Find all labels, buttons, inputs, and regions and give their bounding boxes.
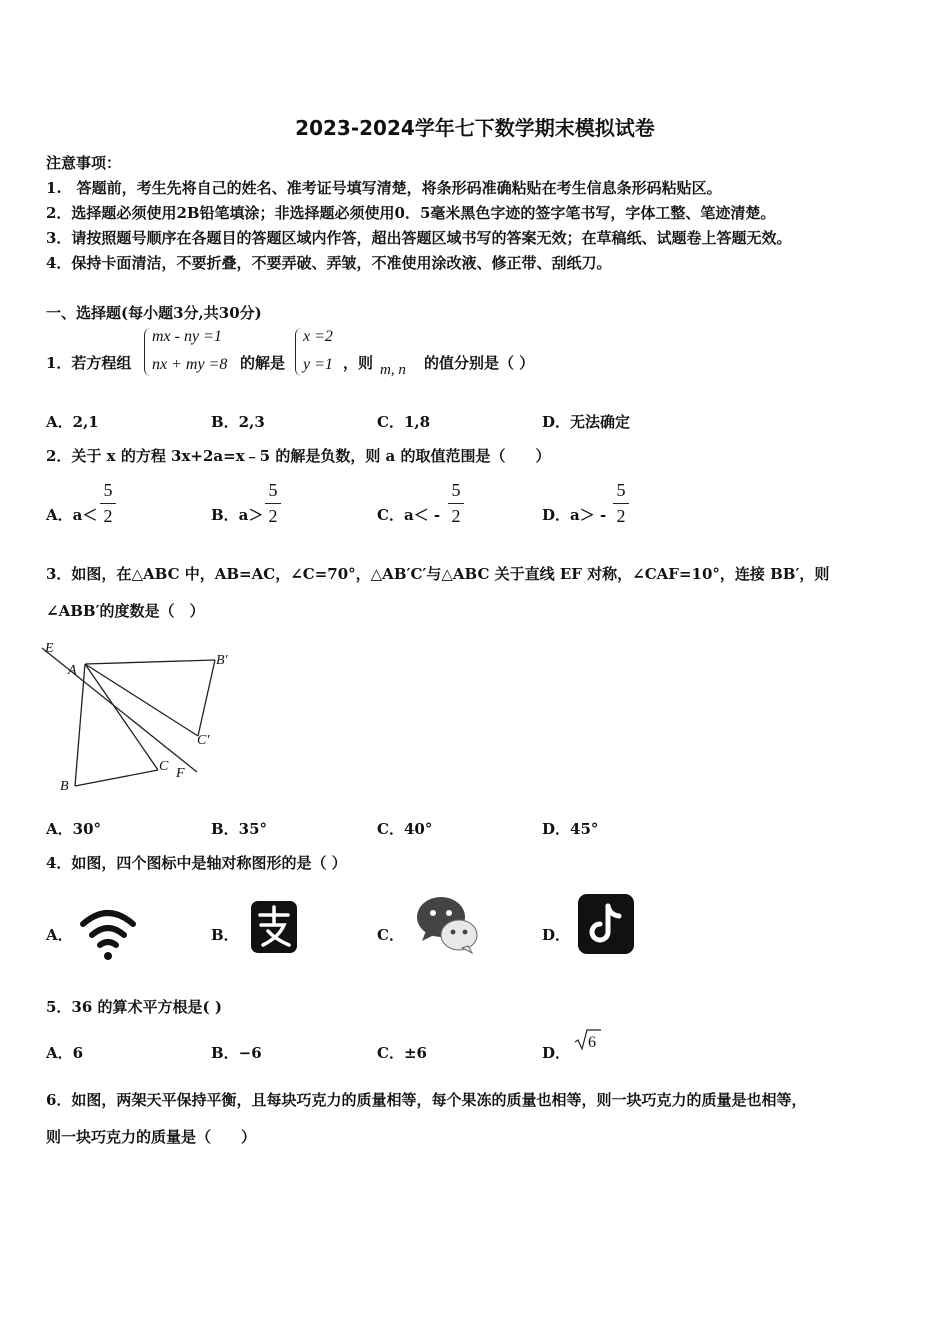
q1-comma: ，则 bbox=[343, 354, 374, 372]
q2-option-b-fraction: 5 2 bbox=[265, 480, 281, 527]
sqrt-symbol bbox=[574, 1028, 602, 1052]
q1-solution-1: x =2 bbox=[303, 328, 333, 345]
q1-equation-2: nx + my =8 bbox=[152, 356, 228, 373]
label-b-prime: B′ bbox=[216, 653, 228, 668]
notice-heading: 注意事项： bbox=[46, 154, 122, 172]
label-c-prime: C′ bbox=[197, 733, 210, 748]
notice-item: 3．请按照题号顺序在各题目的答题区域内作答，超出答题区域书写的答案无效；在草稿纸、试题卷上答题无效。 bbox=[46, 229, 792, 247]
notice-item: 1. 答题前，考生先将自己的姓名、准考证号填写清楚，将条形码准确粘贴在考生信息条形码粘贴区。 bbox=[46, 179, 722, 197]
q5-option-d: D． bbox=[542, 1044, 571, 1062]
q1-option-c: C．1,8 bbox=[377, 413, 431, 431]
q2-option-c: C．a＜ - bbox=[377, 506, 441, 524]
label-c: C bbox=[159, 759, 169, 774]
label-b: B bbox=[60, 779, 69, 794]
q1-solution-brace bbox=[295, 328, 302, 376]
q6-line-2: 则一块巧克力的质量是（ ） bbox=[46, 1128, 257, 1146]
q2-option-a-fraction: 5 2 bbox=[100, 480, 116, 527]
q1-option-a: A．2,1 bbox=[46, 413, 99, 431]
q1-equation-1: mx - ny =1 bbox=[152, 328, 222, 345]
q1-suffix: 的值分别是（ ） bbox=[424, 354, 535, 372]
q4-option-c: C． bbox=[377, 926, 404, 944]
q4-option-a: A． bbox=[46, 926, 73, 944]
q5-option-b: B．−6 bbox=[211, 1044, 262, 1062]
q2-option-d-fraction: 5 2 bbox=[613, 480, 629, 527]
alipay-icon bbox=[251, 901, 297, 953]
page-title: 2023-2024学年七下数学期末模拟试卷 bbox=[295, 116, 655, 140]
q1-prefix: 1．若方程组 bbox=[46, 354, 132, 372]
q6-line-1: 6．如图，两架天平保持平衡，且每块巧克力的质量相等，每个果冻的质量也相等，则一块巧克力的质量是也相等， bbox=[46, 1091, 807, 1109]
wifi-icon bbox=[78, 904, 138, 962]
q3-triangle-figure bbox=[40, 630, 250, 800]
q1-option-d: D．无法确定 bbox=[542, 413, 631, 431]
label-a: A bbox=[68, 663, 77, 678]
q2-option-a: A．a＜ bbox=[46, 506, 98, 524]
notice-item: 4．保持卡面清洁，不要折叠，不要弄破、弄皱，不准使用涂改液、修正带、刮纸刀。 bbox=[46, 254, 612, 272]
q4-option-d: D． bbox=[542, 926, 571, 944]
q4-option-b: B． bbox=[211, 926, 239, 944]
notice-item: 2．选择题必须使用2B铅笔填涂；非选择题必须使用0．5毫米黑色字迹的签字笔书写，字体工整、笔迹清楚。 bbox=[46, 204, 776, 222]
sqrt-argument: 6 bbox=[588, 1034, 596, 1051]
q5-stem: 5．36 的算术平方根是( ) bbox=[46, 998, 222, 1016]
q3-line-1: 3．如图，在△ABC 中，AB=AC，∠C=70°，△AB′C′与△ABC 关于直线 EF 对称，∠CAF=10°，连接 BB′，则 bbox=[46, 565, 830, 583]
q1-solution-2: y =1 bbox=[303, 356, 333, 373]
q4-stem: 4．如图，四个图标中是轴对称图形的是（ ） bbox=[46, 854, 347, 872]
q2-option-b: B．a＞ bbox=[211, 506, 264, 524]
q5-option-c: C．±6 bbox=[377, 1044, 427, 1062]
q2-option-d: D．a＞ - bbox=[542, 506, 607, 524]
q2-stem: 2．关于 x 的方程 3x+2a=x﹣5 的解是负数，则 a 的取值范围是（ ） bbox=[46, 447, 551, 465]
q2-option-c-fraction: 5 2 bbox=[448, 480, 464, 527]
label-f: F bbox=[176, 766, 185, 781]
q3-option-d: D．45° bbox=[542, 820, 599, 838]
q1-mid: 的解是 bbox=[240, 354, 286, 372]
tiktok-icon bbox=[578, 894, 634, 954]
q5-option-a: A．6 bbox=[46, 1044, 84, 1062]
label-e: E bbox=[45, 641, 54, 656]
wechat-icon bbox=[414, 895, 480, 955]
q3-line-2: ∠ABB′的度数是（ ） bbox=[46, 602, 205, 620]
q1-option-b: B．2,3 bbox=[211, 413, 265, 431]
q3-option-c: C．40° bbox=[377, 820, 433, 838]
section-heading: 一、选择题(每小题3分,共30分) bbox=[46, 304, 262, 322]
q3-option-b: B．35° bbox=[211, 820, 268, 838]
q1-system-brace bbox=[144, 328, 151, 376]
q1-vars: m, n bbox=[380, 362, 406, 378]
q3-option-a: A．30° bbox=[46, 820, 102, 838]
